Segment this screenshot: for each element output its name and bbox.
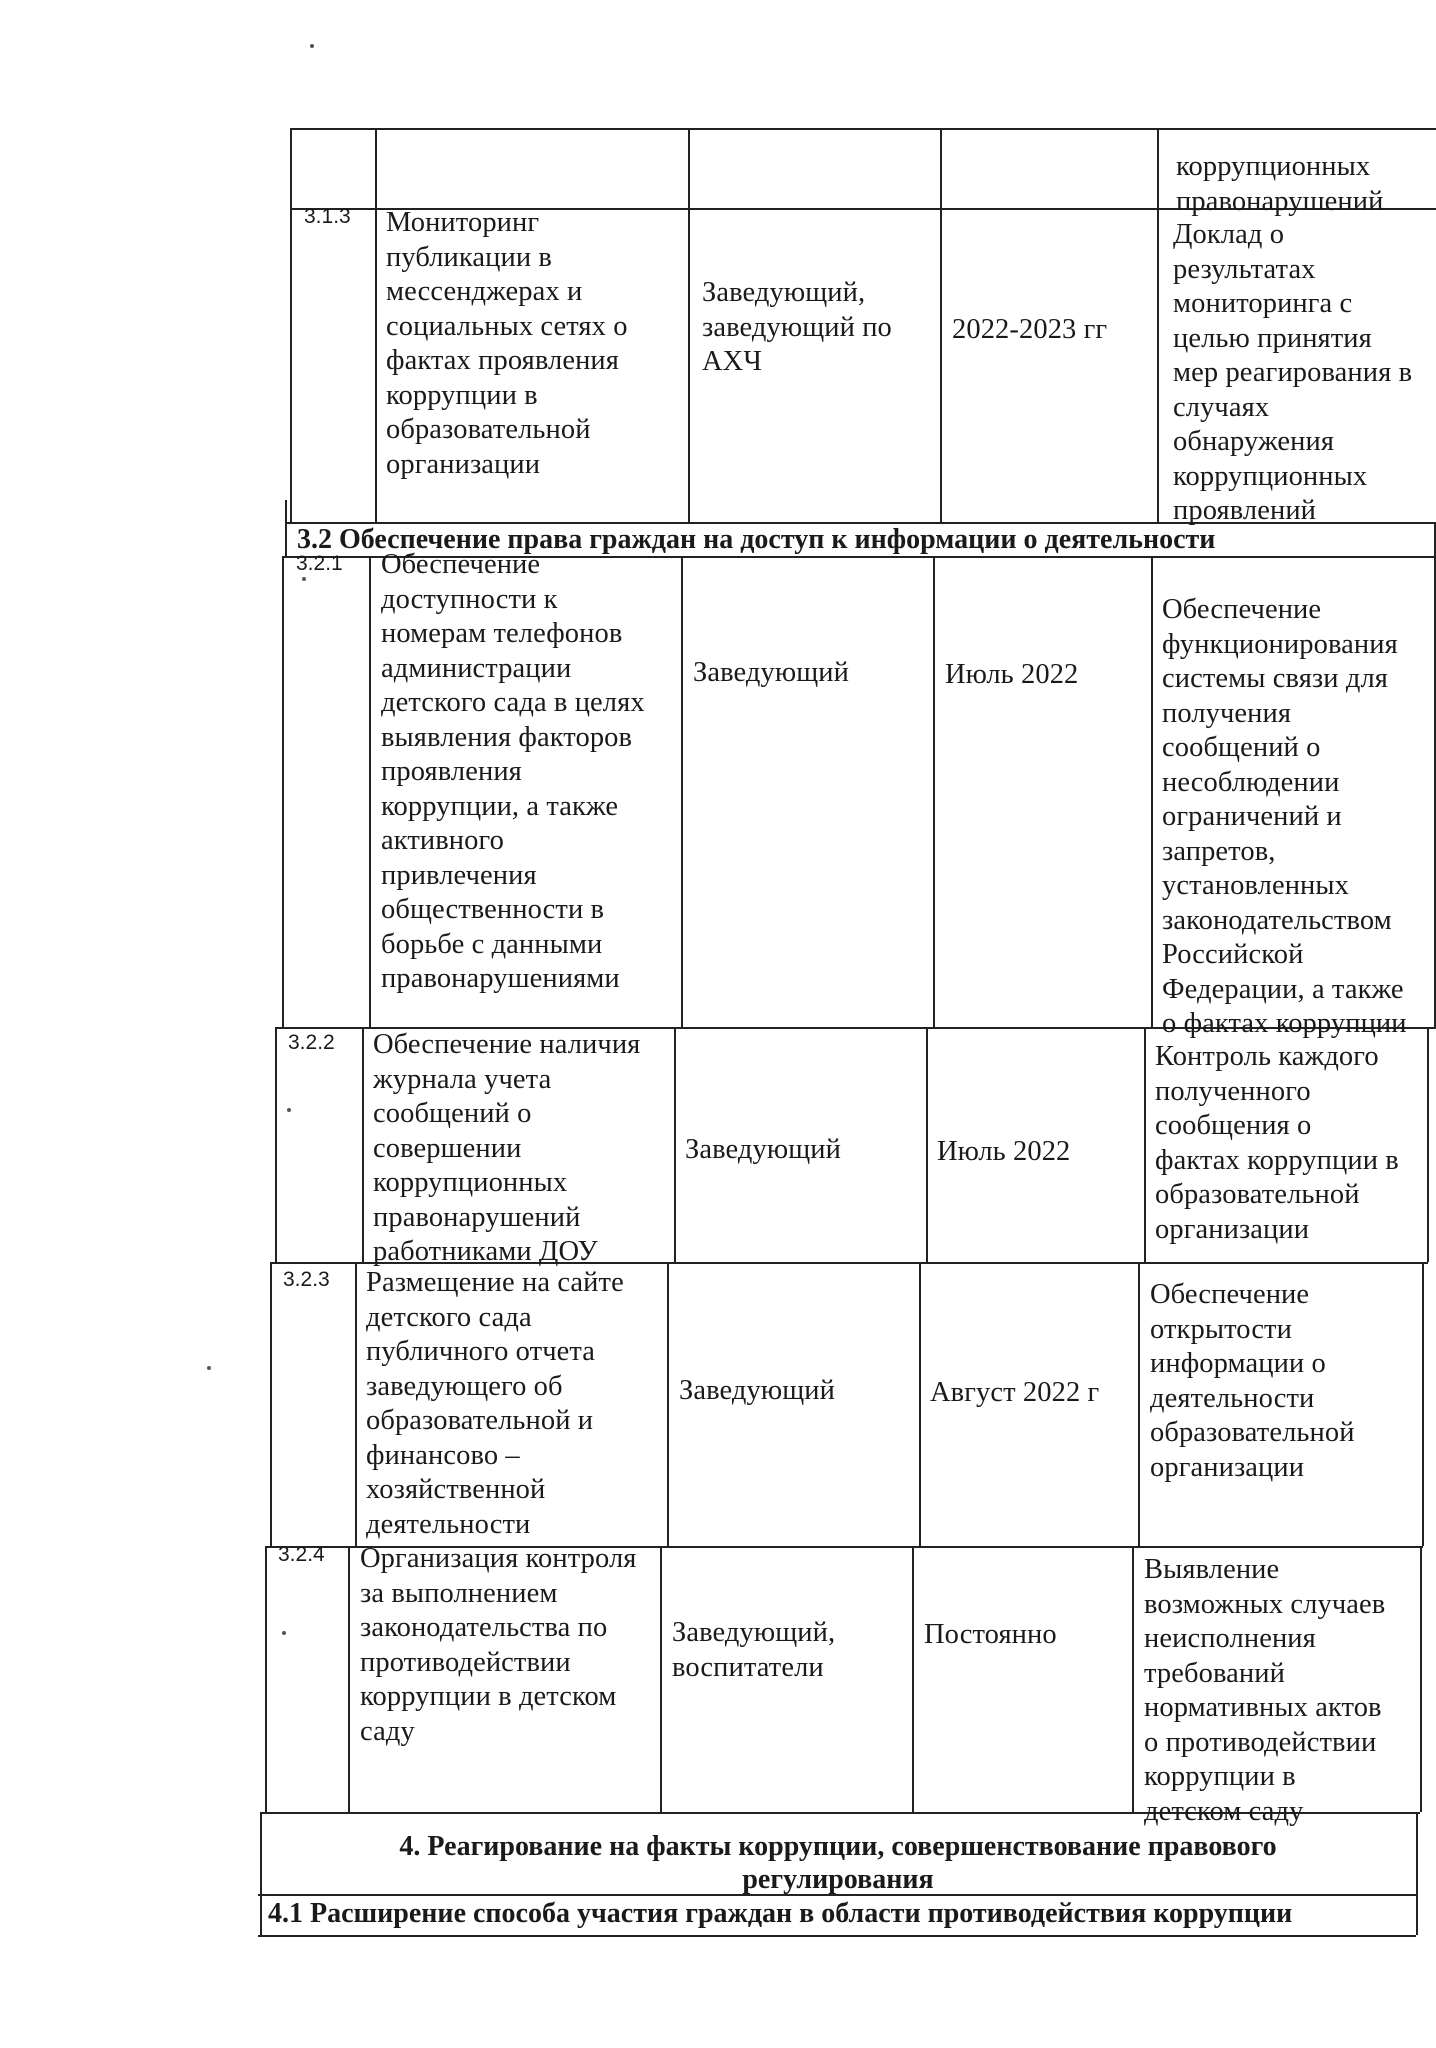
col-divider <box>674 1027 676 1262</box>
col-divider <box>290 128 292 522</box>
row-number: 3.1.3 <box>304 205 351 228</box>
term-cell: Постоянно <box>924 1619 1057 1650</box>
scan-speck <box>287 1108 291 1112</box>
col-divider <box>282 556 284 1027</box>
result-cell: Обеспечение открытости информации о деятельности образовательной организации <box>1150 1279 1355 1483</box>
col-divider <box>1416 1812 1418 1935</box>
measure-cell: Размещение на сайте детского сада публичного отчета заведующего об образовательной и финансово – хозяйственной деятельности <box>366 1267 624 1540</box>
section-header-3-2: 3.2 Обеспечение права граждан на доступ к информации о деятельности <box>297 524 1216 555</box>
result-cell: Доклад о результатах мониторинга с целью принятия мер реагирования в случаях обнаружения коррупционных проявлений <box>1173 219 1413 526</box>
col-divider <box>926 1027 928 1262</box>
col-divider <box>1144 1027 1146 1262</box>
col-divider <box>1422 1262 1424 1546</box>
scan-speck <box>282 1631 286 1635</box>
scan-speck <box>310 44 314 48</box>
result-cell: Контроль каждого полученного сообщения о фактах коррупции в образовательной организации <box>1155 1041 1399 1245</box>
responsible-cell: Заведующий <box>693 657 849 688</box>
col-divider <box>1138 1262 1140 1546</box>
col-divider <box>940 128 942 522</box>
col-divider <box>355 1262 357 1546</box>
col-divider <box>919 1262 921 1546</box>
row-number: 3.2.2 <box>288 1031 335 1054</box>
col-divider <box>1151 556 1153 1027</box>
col-divider <box>348 1546 350 1812</box>
col-divider <box>285 500 287 558</box>
responsible-cell: Заведующий <box>679 1375 835 1406</box>
term-cell: Август 2022 г <box>930 1377 1100 1408</box>
result-cell: Выявление возможных случаев неисполнения требований нормативных актов о противодействии коррупции в детском саду <box>1144 1554 1386 1827</box>
row-number: 3.2.4 <box>278 1543 325 1566</box>
col-divider <box>1427 1027 1429 1262</box>
col-divider <box>933 556 935 1027</box>
term-cell: Июль 2022 <box>937 1136 1071 1167</box>
term-cell: Июль 2022 <box>945 659 1079 690</box>
row-number: 3.2.1 <box>296 552 343 575</box>
result-cell: Обеспечение функционирования системы связи для получения сообщений о несоблюдении ограничений и запретов, установленных законодательством Российской Федерации, а также о фактах коррупции <box>1162 594 1407 1039</box>
responsible-cell: Заведующий, воспитатели <box>672 1617 836 1683</box>
measure-cell: Обеспечение доступности к номерам телефонов администрации детского сада в целях выявления факторов проявления коррупции, а также активного привлечения общественности в борьбе с данными правонарушениями <box>381 549 645 994</box>
responsible-cell: Заведующий, заведующий по АХЧ <box>702 277 892 377</box>
col-divider <box>265 1546 267 1812</box>
result-cell: коррупционных правонарушений <box>1176 151 1384 217</box>
col-divider <box>660 1546 662 1812</box>
col-divider <box>369 556 371 1027</box>
table-bottom-border <box>258 1935 1416 1937</box>
section-header-4: 4. Реагирование на факты коррупции, совершенствование правового регулирования <box>399 1831 1277 1895</box>
measure-cell: Мониторинг публикации в мессенджерах и социальных сетях о фактах проявления коррупции в образовательной организации <box>386 207 628 480</box>
section-header-4-1: 4.1 Расширение способа участия граждан в области противодействия коррупции <box>268 1898 1293 1929</box>
col-divider <box>375 128 377 522</box>
col-divider <box>1157 128 1159 522</box>
col-divider <box>362 1027 364 1262</box>
col-divider <box>912 1546 914 1812</box>
col-divider <box>681 556 683 1027</box>
responsible-cell: Заведующий <box>685 1134 841 1165</box>
col-divider <box>270 1262 272 1546</box>
row-number: 3.2.3 <box>283 1268 330 1291</box>
scan-speck <box>302 577 306 581</box>
col-divider <box>667 1262 669 1546</box>
col-divider <box>1132 1546 1134 1812</box>
col-divider <box>688 128 690 522</box>
measure-cell: Обеспечение наличия журнала учета сообщений о совершении коррупционных правонарушений работниками ДОУ <box>373 1029 641 1267</box>
term-cell: 2022-2023 гг <box>952 314 1108 345</box>
table-top-border <box>290 128 1436 130</box>
scan-speck <box>207 1366 211 1370</box>
col-divider <box>275 1027 277 1262</box>
measure-cell: Организация контроля за выполнением законодательства по противодействии коррупции в детском саду <box>360 1543 637 1747</box>
col-divider <box>1420 1546 1422 1812</box>
